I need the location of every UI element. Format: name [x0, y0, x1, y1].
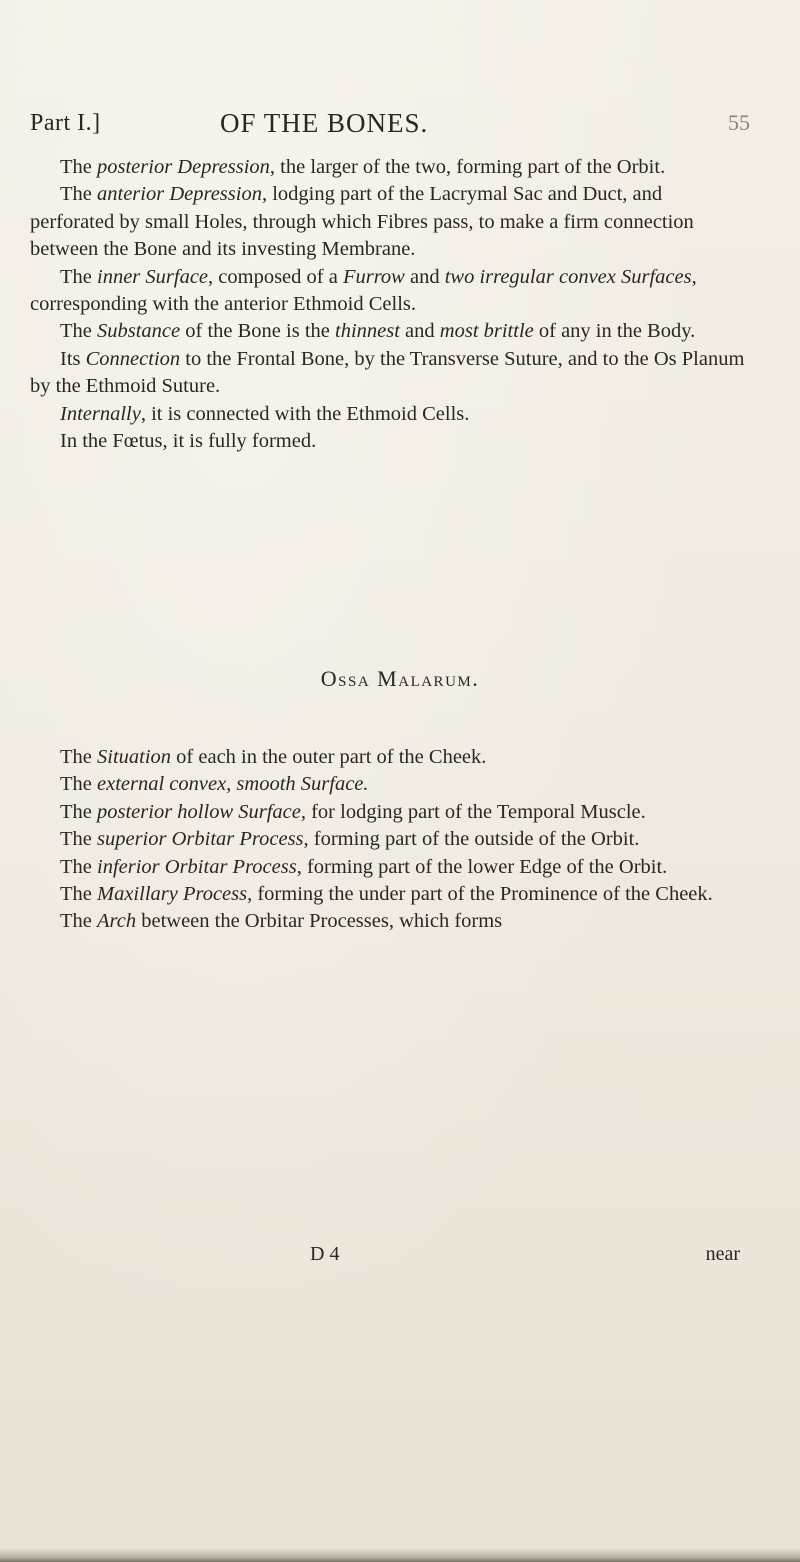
- text-run: The: [60, 883, 97, 906]
- text-run: , forming the under part of the Prominence of the Cheek.: [247, 883, 713, 906]
- italic-term: Substance: [97, 320, 181, 343]
- text-run: The: [60, 183, 97, 206]
- section-heading-text: Ossa Malarum.: [320, 666, 480, 691]
- text-run: of any in the Body.: [533, 320, 696, 343]
- italic-term: inner Surface: [97, 265, 209, 288]
- paragraph: [30, 264, 750, 319]
- italic-term: Connection: [85, 347, 181, 370]
- text-block-malarum: [30, 744, 750, 936]
- part-label: Part I.]: [30, 110, 101, 136]
- text-run: and: [404, 265, 445, 288]
- text-run: of each in the outer part of the Cheek.: [171, 746, 487, 768]
- italic-term: posterior hollow Surface: [97, 800, 301, 823]
- page-edge-shadow: [0, 1548, 800, 1562]
- text-run: The: [60, 265, 97, 288]
- text-run: , forming part of the outside of the Orbit.: [303, 828, 640, 851]
- paragraph: [30, 881, 750, 908]
- text-run: , lodging part of the Lacrymal Sac and Duct, and perforated by small Holes, through which Fibres pass, to make a firm connection between the Bone and its investing Membrane.: [30, 183, 694, 261]
- text-run: The: [60, 773, 97, 796]
- paragraph: [30, 428, 750, 455]
- text-run: The: [60, 828, 97, 851]
- italic-term: Furrow: [342, 265, 405, 288]
- italic-term: Arch: [97, 910, 137, 933]
- italic-term: Situation: [97, 746, 172, 768]
- italic-term: posterior Depression: [97, 156, 270, 178]
- text-run: , corresponding with the anterior Ethmoid Cells.: [30, 265, 697, 316]
- text-run: The: [60, 910, 97, 933]
- paragraph: [30, 908, 750, 935]
- page-number: 55: [728, 110, 750, 135]
- paragraph: [30, 318, 750, 345]
- running-header: [30, 104, 750, 144]
- italic-term: thinnest: [335, 320, 400, 343]
- text-run: The: [60, 746, 97, 768]
- text-run: to the Frontal Bone, by the Transverse Suture, and to the Os Planum by the Ethmoid Suture.: [30, 347, 745, 398]
- text-run: Its: [60, 347, 86, 370]
- text-run: The: [60, 800, 97, 823]
- text-block-lacrymal: [30, 154, 750, 455]
- section-heading: [0, 666, 800, 692]
- italic-term: Maxillary Process: [97, 883, 248, 906]
- catchword: near: [705, 1243, 740, 1265]
- text-run: In the Fœtus, it is fully formed.: [60, 430, 317, 453]
- italic-term: external convex, smooth Surface.: [97, 773, 369, 796]
- text-run: The: [60, 855, 97, 878]
- paragraph: [30, 799, 750, 826]
- text-run: The: [60, 156, 97, 178]
- paragraph: [30, 826, 750, 853]
- paragraph: [30, 744, 750, 771]
- paragraph: [30, 854, 750, 881]
- italic-term: two irregular convex Surfaces: [444, 265, 692, 288]
- text-run: , forming part of the lower Edge of the Orbit.: [296, 855, 668, 878]
- text-run: The: [60, 320, 97, 343]
- italic-term: Internally: [60, 402, 141, 425]
- paragraph: [30, 154, 750, 181]
- text-run: , the larger of the two, forming part of the Orbit.: [269, 156, 666, 178]
- running-title: OF THE BONES.: [220, 108, 429, 138]
- signature-mark: D 4: [310, 1243, 340, 1265]
- text-run: , for lodging part of the Temporal Muscle.: [300, 800, 646, 823]
- italic-term: inferior Orbitar Process: [97, 855, 297, 878]
- text-run: and: [399, 320, 440, 343]
- text-run: of the Bone is the: [180, 320, 335, 343]
- paragraph: [30, 346, 750, 401]
- paragraph: [30, 401, 750, 428]
- text-run: between the Orbitar Processes, which forms: [136, 910, 503, 933]
- italic-term: superior Orbitar Process: [97, 828, 304, 851]
- text-run: , it is connected with the Ethmoid Cells.: [140, 402, 470, 425]
- text-run: , composed of a: [208, 265, 343, 288]
- paragraph: [30, 771, 750, 798]
- italic-term: most brittle: [439, 320, 534, 343]
- paragraph: [30, 181, 750, 263]
- italic-term: anterior Depression: [97, 183, 262, 206]
- page-footer: [30, 1243, 750, 1273]
